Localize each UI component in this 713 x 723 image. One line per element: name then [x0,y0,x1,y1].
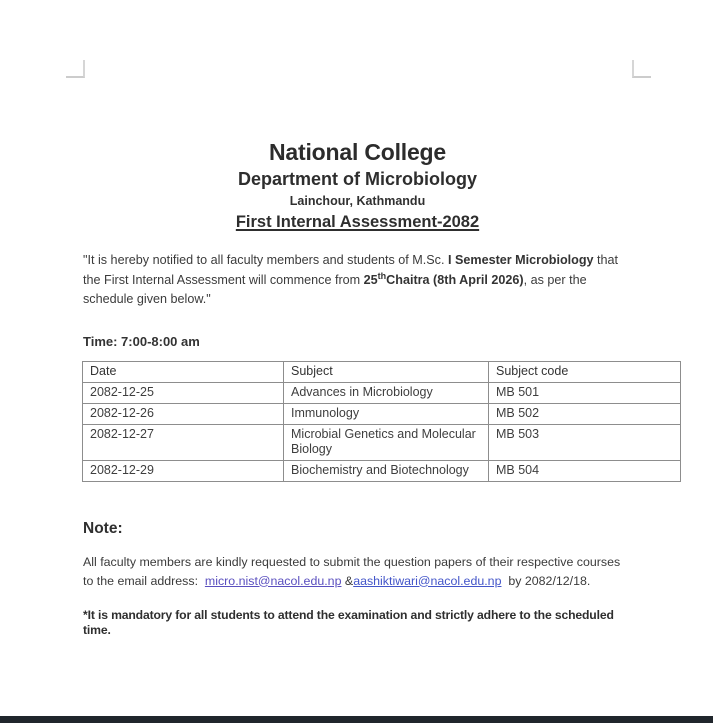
table-row [83,382,681,403]
note-heading: Note: [83,519,123,537]
college-name: National College [269,139,446,165]
table-cell: Microbial Genetics and Molecular Biology [284,424,489,460]
note-seg3: by 2082/12/18. [501,573,591,588]
intro-seg7: , as per the schedule given below." [83,272,591,306]
intro-date-bold [363,270,524,287]
intro-semester-bold: I Semester Microbiology [447,253,594,267]
margin-corner-top-right-icon [632,60,651,78]
document-content [83,0,632,639]
time-label: Time: 7:00-8:00 am [83,333,200,349]
table-header-cell: Subject code [489,361,681,382]
email-link-2[interactable]: aashiktiwari@nacol.edu.np [353,573,502,588]
table-row [83,403,681,424]
table-header-cell: Date [83,361,284,382]
table-cell: Biochemistry and Biotechnology [284,460,489,481]
assessment-title [83,211,632,233]
table-cell: MB 503 [489,424,681,460]
intro-paragraph [83,251,632,310]
table-header-cell: Subject [284,361,489,382]
table-cell: 2082-12-26 [83,403,284,424]
note-seg2: & [341,573,354,588]
table-body [83,382,681,481]
table-cell: 2082-12-29 [83,460,284,481]
department-name: Department of Microbiology [237,169,477,189]
note-seg1: All faculty members are kindly requested to submit the question papers of their respective courses to the email address: [83,554,624,588]
intro-date-number: 25 [363,272,378,287]
table-header-row [83,361,681,382]
table-cell: 2082-12-27 [83,424,284,460]
table-cell: Immunology [284,403,489,424]
table-cell: 2082-12-25 [83,382,284,403]
table-cell: MB 504 [489,460,681,481]
assessment-title-text: First Internal Assessment-2082 [235,213,480,231]
schedule-table [82,361,681,482]
table-cell: MB 502 [489,403,681,424]
intro-seg3: that the First Internal Assessment will commence from [83,253,622,287]
table-cell: MB 501 [489,382,681,403]
table-row [83,460,681,481]
table-cell: Advances in Microbiology [284,382,489,403]
mandatory-note: *It is mandatory for all students to attend the examination and strictly adhere to the scheduled time. [83,607,618,637]
bottom-edge-bar [0,716,713,723]
note-paragraph [83,553,632,591]
table-row [83,424,681,460]
intro-seg1: "It is hereby notified to all faculty members and students of M.Sc. [83,253,448,267]
email-link-1[interactable]: micro.nist@nacol.edu.np [204,573,342,588]
intro-date-rest: Chaitra (8th April 2026) [386,272,524,287]
intro-date-ordinal: th [377,270,387,281]
address-line: Lainchour, Kathmandu [289,194,426,208]
